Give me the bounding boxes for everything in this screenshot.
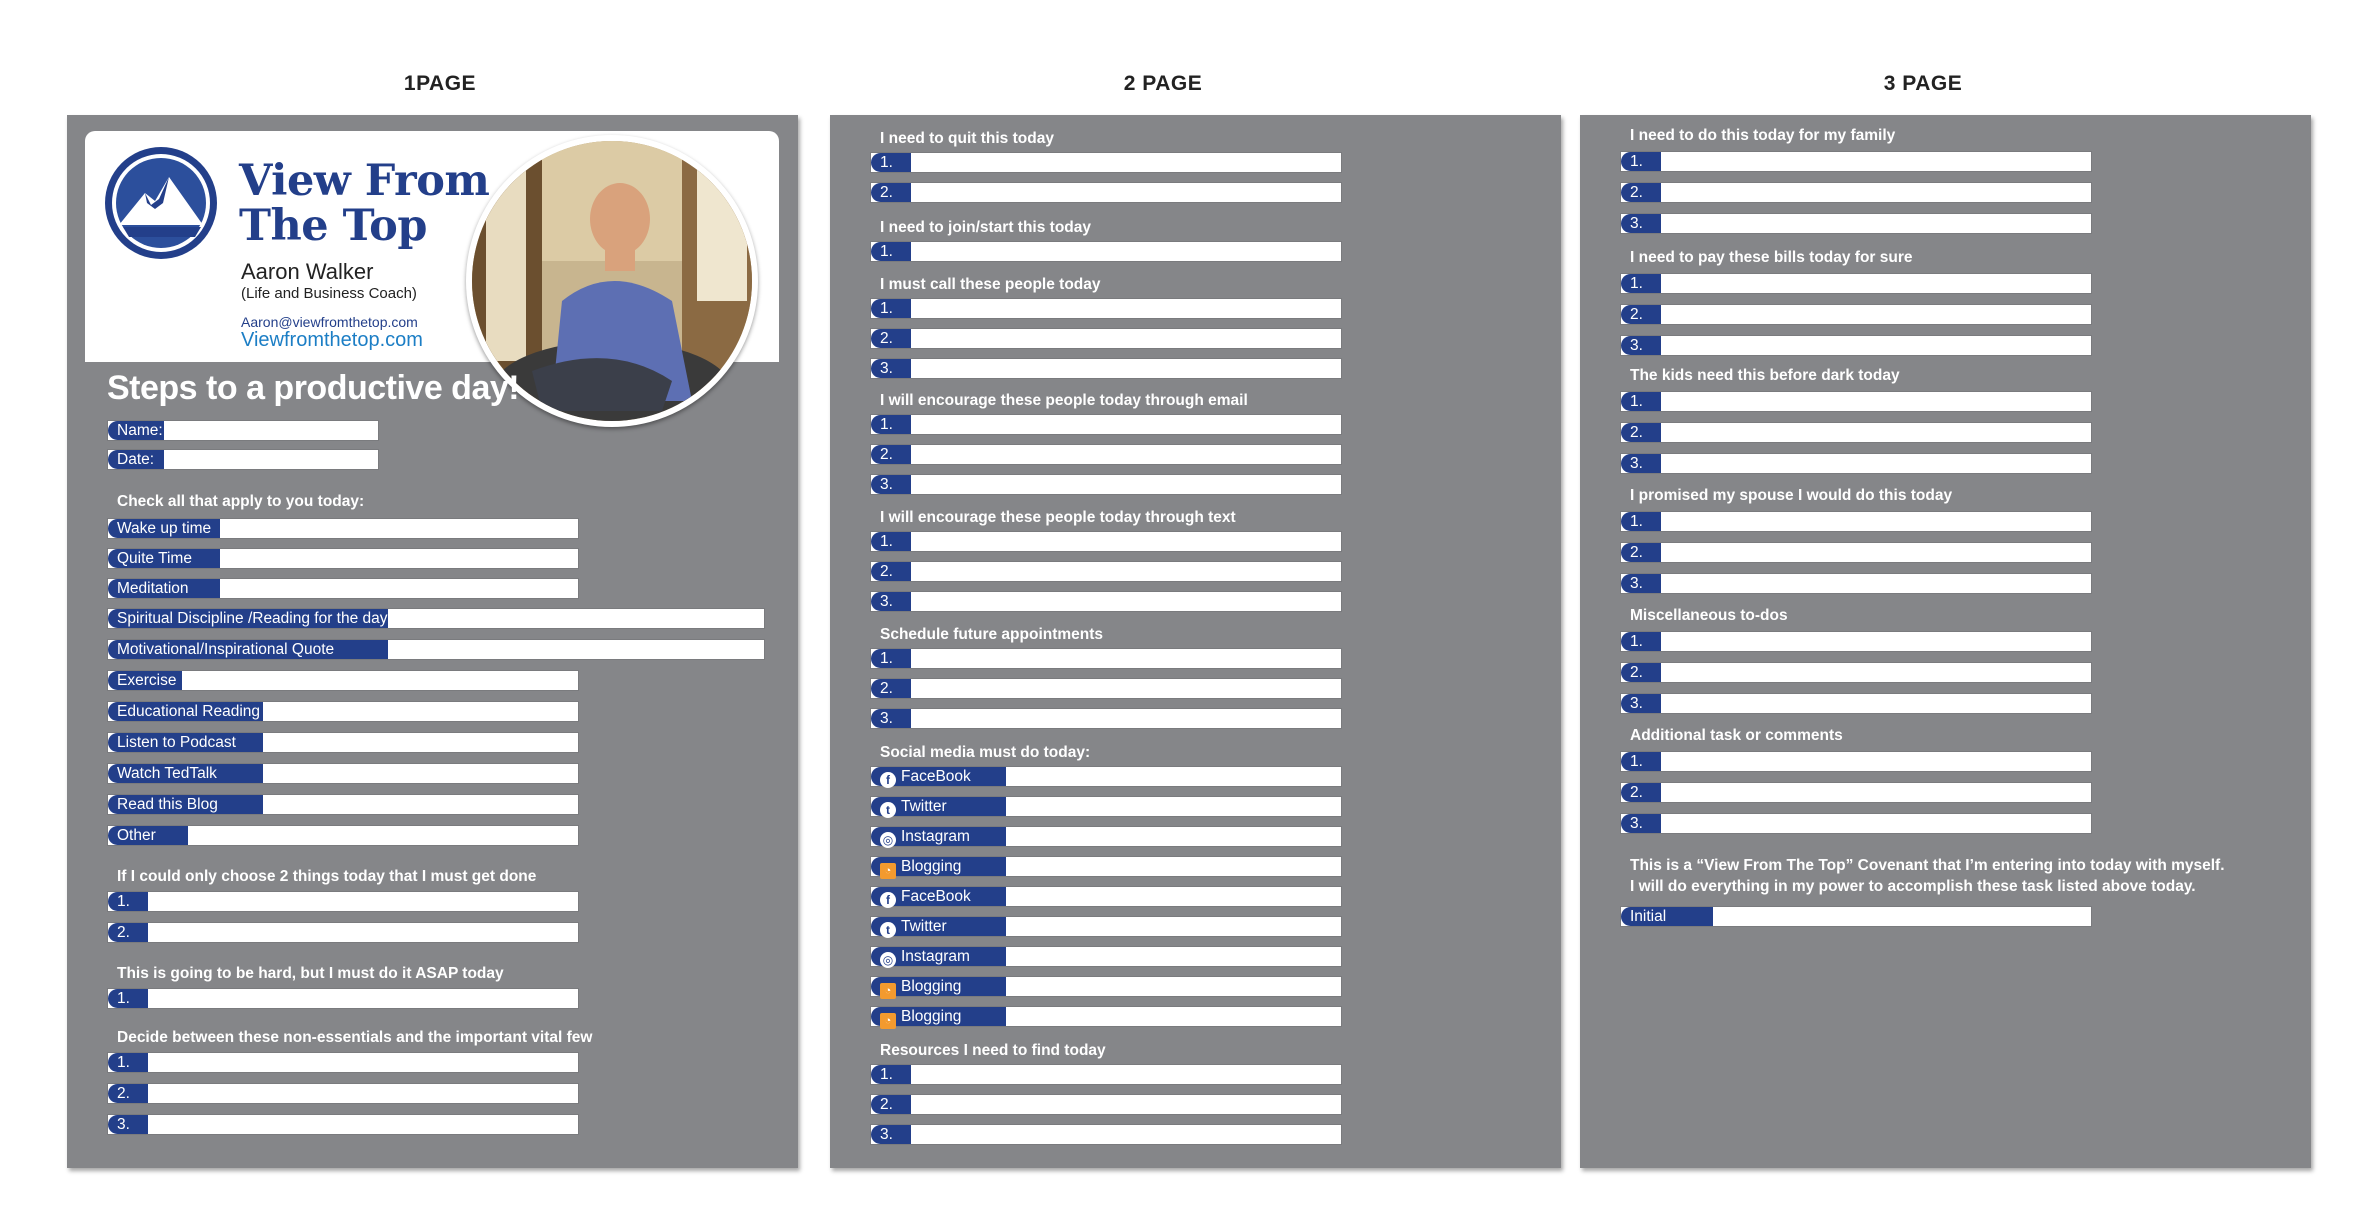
resources-row-1[interactable]: [870, 1064, 1342, 1085]
quit-heading: I need to quit this today: [880, 130, 1054, 147]
row-number: 2.: [1621, 663, 1661, 682]
resources-row-2[interactable]: [870, 1094, 1342, 1115]
row-number: 3.: [871, 359, 911, 378]
row-number: 1.: [871, 153, 911, 172]
initial-field[interactable]: [1620, 906, 2092, 927]
kids-heading: The kids need this before dark today: [1630, 367, 1900, 384]
check-label: Educational Reading: [108, 702, 263, 721]
text-heading: I will encourage these people today through text: [880, 509, 1236, 526]
rss-icon: ◔: [880, 863, 896, 879]
social-label: [871, 977, 1006, 996]
social-label-text: Blogging: [901, 978, 962, 995]
misc-row-2[interactable]: [1620, 662, 2092, 683]
social-row-blogging-3[interactable]: [870, 1006, 1342, 1027]
check-label: Watch TedTalk: [108, 764, 263, 783]
brand-title: [239, 156, 490, 251]
row-number: 1.: [1621, 512, 1661, 531]
social-label: [871, 917, 1006, 936]
join-row-1[interactable]: [870, 241, 1342, 262]
row-number: 1.: [871, 532, 911, 551]
check-label: Read this Blog: [108, 795, 263, 814]
row-number: 1.: [871, 649, 911, 668]
row-number: 3.: [871, 475, 911, 494]
email-row-2[interactable]: [870, 444, 1342, 465]
social-label: [871, 947, 1006, 966]
coach-website[interactable]: Viewfromthetop.com: [241, 329, 423, 351]
social-label-text: FaceBook: [901, 768, 971, 785]
row-number: 1.: [108, 989, 148, 1008]
social-label-text: Blogging: [901, 1008, 962, 1025]
decide-heading: Decide between these non-essentials and the important vital few: [117, 1029, 593, 1046]
bills-heading: I need to pay these bills today for sure: [1630, 249, 1913, 266]
facebook-icon: f: [880, 892, 896, 908]
spouse-row-3[interactable]: [1620, 573, 2092, 594]
join-heading: I need to join/start this today: [880, 219, 1091, 236]
check-row-meditation[interactable]: [107, 578, 579, 599]
additional-row-2[interactable]: [1620, 782, 2092, 803]
headline: Steps to a productive day!: [107, 369, 520, 407]
check-label: Motivational/Inspirational Quote: [108, 640, 388, 659]
check-row-blog[interactable]: [107, 794, 579, 815]
quit-row-2[interactable]: [870, 182, 1342, 203]
schedule-row-2[interactable]: [870, 678, 1342, 699]
kids-row-2[interactable]: [1620, 422, 2092, 443]
coach-email[interactable]: Aaron@viewfromthetop.com: [241, 314, 418, 330]
social-row-facebook-2[interactable]: [870, 886, 1342, 907]
check-row-exercise[interactable]: [107, 670, 579, 691]
social-label-text: Blogging: [901, 858, 962, 875]
social-row-blogging-2[interactable]: [870, 976, 1342, 997]
row-number: 2.: [1621, 183, 1661, 202]
initial-label: Initial: [1621, 907, 1713, 926]
bills-row-1[interactable]: [1620, 273, 2092, 294]
social-row-instagram[interactable]: [870, 826, 1342, 847]
family-row-3[interactable]: [1620, 213, 2092, 234]
coach-name: Aaron Walker: [241, 259, 374, 284]
brand-line-2: The Top: [239, 201, 427, 251]
rss-icon: ◔: [880, 983, 896, 999]
social-label: [871, 827, 1006, 846]
social-label-text: Twitter: [901, 918, 947, 935]
row-number: 2.: [108, 923, 148, 942]
row-number: 3.: [1621, 454, 1661, 473]
coach-role: (Life and Business Coach): [241, 285, 417, 302]
name-field[interactable]: [107, 420, 379, 441]
resources-heading: Resources I need to find today: [880, 1042, 1106, 1059]
row-number: 2.: [1621, 783, 1661, 802]
row-number: 3.: [1621, 574, 1661, 593]
covenant-text: [1630, 855, 2225, 897]
call-heading: I must call these people today: [880, 276, 1101, 293]
additional-heading: Additional task or comments: [1630, 727, 1843, 744]
social-label: [871, 797, 1006, 816]
check-row-tedtalk[interactable]: [107, 763, 579, 784]
social-row-instagram-2[interactable]: [870, 946, 1342, 967]
spouse-row-1[interactable]: [1620, 511, 2092, 532]
rss-icon: ◔: [880, 1013, 896, 1029]
choose-heading: If I could only choose 2 things today that I must get done: [117, 868, 537, 885]
social-label-text: Instagram: [901, 948, 970, 965]
row-number: 3.: [871, 592, 911, 611]
email-row-1[interactable]: [870, 414, 1342, 435]
page-2-sheet: [830, 115, 1561, 1168]
misc-heading: Miscellaneous to-dos: [1630, 607, 1788, 624]
quit-row-1[interactable]: [870, 152, 1342, 173]
check-row-spiritual[interactable]: [107, 608, 765, 629]
family-heading: I need to do this today for my family: [1630, 127, 1896, 144]
kids-row-3[interactable]: [1620, 453, 2092, 474]
row-number: 2.: [871, 562, 911, 581]
row-number: 1.: [1621, 752, 1661, 771]
call-row-3[interactable]: [870, 358, 1342, 379]
social-row-facebook[interactable]: [870, 766, 1342, 787]
row-number: 3.: [1621, 814, 1661, 833]
row-number: 1.: [871, 242, 911, 261]
social-label: [871, 1007, 1006, 1026]
choose-row-1[interactable]: [107, 891, 579, 912]
page-3-sheet: [1580, 115, 2311, 1168]
row-number: 2.: [1621, 543, 1661, 562]
instagram-icon: ◎: [880, 952, 896, 968]
social-label: [871, 887, 1006, 906]
row-number: 1.: [1621, 392, 1661, 411]
date-field[interactable]: [107, 449, 379, 470]
covenant-line-1: This is a “View From The Top” Covenant that I’m entering into today with myself.: [1630, 857, 2225, 874]
text-row-1[interactable]: [870, 531, 1342, 552]
social-label-text: FaceBook: [901, 888, 971, 905]
row-number: 2.: [1621, 305, 1661, 324]
row-number: 2.: [1621, 423, 1661, 442]
text-row-2[interactable]: [870, 561, 1342, 582]
check-label: Exercise: [108, 671, 182, 690]
hard-heading: This is going to be hard, but I must do it ASAP today: [117, 965, 504, 982]
misc-row-3[interactable]: [1620, 693, 2092, 714]
additional-row-3[interactable]: [1620, 813, 2092, 834]
mountain-logo-icon: [103, 145, 219, 261]
social-label-text: Twitter: [901, 798, 947, 815]
bills-row-2[interactable]: [1620, 304, 2092, 325]
social-row-twitter[interactable]: [870, 796, 1342, 817]
row-number: 3.: [871, 1125, 911, 1144]
social-label: [871, 857, 1006, 876]
check-row-wake-up[interactable]: [107, 518, 579, 539]
check-row-quite-time[interactable]: [107, 548, 579, 569]
check-row-podcast[interactable]: [107, 732, 579, 753]
page-label-2: 2 PAGE: [1123, 72, 1203, 95]
misc-row-1[interactable]: [1620, 631, 2092, 652]
spouse-row-2[interactable]: [1620, 542, 2092, 563]
text-row-3[interactable]: [870, 591, 1342, 612]
choose-row-2[interactable]: [107, 922, 579, 943]
row-number: 3.: [871, 709, 911, 728]
family-row-1[interactable]: [1620, 151, 2092, 172]
page-label-3: 3 PAGE: [1883, 72, 1963, 95]
brand-line-1: View From: [239, 156, 490, 206]
check-heading: Check all that apply to you today:: [117, 493, 365, 510]
row-number: 3.: [108, 1115, 148, 1134]
bills-row-3[interactable]: [1620, 335, 2092, 356]
twitter-icon: t: [880, 802, 896, 818]
row-number: 2.: [871, 183, 911, 202]
check-label: Other: [108, 826, 188, 845]
row-number: 2.: [871, 329, 911, 348]
call-row-2[interactable]: [870, 328, 1342, 349]
row-number: 1.: [108, 1053, 148, 1072]
schedule-heading: Schedule future appointments: [880, 626, 1104, 643]
instagram-icon: ◎: [880, 832, 896, 848]
row-number: 1.: [1621, 152, 1661, 171]
row-number: 3.: [1621, 694, 1661, 713]
decide-row-2[interactable]: [107, 1083, 579, 1104]
row-number: 1.: [871, 1065, 911, 1084]
row-number: 2.: [871, 445, 911, 464]
spouse-heading: I promised my spouse I would do this today: [1630, 487, 1953, 504]
check-label: Meditation: [108, 579, 220, 598]
social-row-twitter-2[interactable]: [870, 916, 1342, 937]
decide-row-1[interactable]: [107, 1052, 579, 1073]
row-number: 1.: [871, 415, 911, 434]
hard-row-1[interactable]: [107, 988, 579, 1009]
check-label: Wake up time: [108, 519, 220, 538]
row-number: 1.: [1621, 274, 1661, 293]
row-number: 2.: [108, 1084, 148, 1103]
email-heading: I will encourage these people today through email: [880, 392, 1248, 409]
check-label: Quite Time: [108, 549, 220, 568]
row-number: 1.: [108, 892, 148, 911]
row-number: 2.: [871, 679, 911, 698]
decide-row-3[interactable]: [107, 1114, 579, 1135]
family-row-2[interactable]: [1620, 182, 2092, 203]
social-label: [871, 767, 1006, 786]
social-label-text: Instagram: [901, 828, 970, 845]
check-row-other[interactable]: [107, 825, 579, 846]
social-row-blogging[interactable]: [870, 856, 1342, 877]
schedule-row-1[interactable]: [870, 648, 1342, 669]
row-number: 3.: [1621, 336, 1661, 355]
twitter-icon: t: [880, 922, 896, 938]
name-label: Name:: [108, 421, 164, 440]
row-number: 2.: [871, 1095, 911, 1114]
row-number: 3.: [1621, 214, 1661, 233]
additional-row-1[interactable]: [1620, 751, 2092, 772]
kids-row-1[interactable]: [1620, 391, 2092, 412]
call-row-1[interactable]: [870, 298, 1342, 319]
page-label-1: 1PAGE: [403, 72, 477, 95]
check-row-educational[interactable]: [107, 701, 579, 722]
email-row-3[interactable]: [870, 474, 1342, 495]
check-label: Listen to Podcast: [108, 733, 263, 752]
date-label: Date:: [108, 450, 164, 469]
covenant-line-2: I will do everything in my power to accomplish these task listed above today.: [1630, 878, 2196, 895]
row-number: 1.: [871, 299, 911, 318]
schedule-row-3[interactable]: [870, 708, 1342, 729]
row-number: 1.: [1621, 632, 1661, 651]
facebook-icon: f: [880, 772, 896, 788]
page-1-sheet: [67, 115, 798, 1168]
social-heading: Social media must do today:: [880, 744, 1091, 761]
check-row-motivational[interactable]: [107, 639, 765, 660]
resources-row-3[interactable]: [870, 1124, 1342, 1145]
check-label: Spiritual Discipline /Reading for the day: [108, 609, 388, 628]
